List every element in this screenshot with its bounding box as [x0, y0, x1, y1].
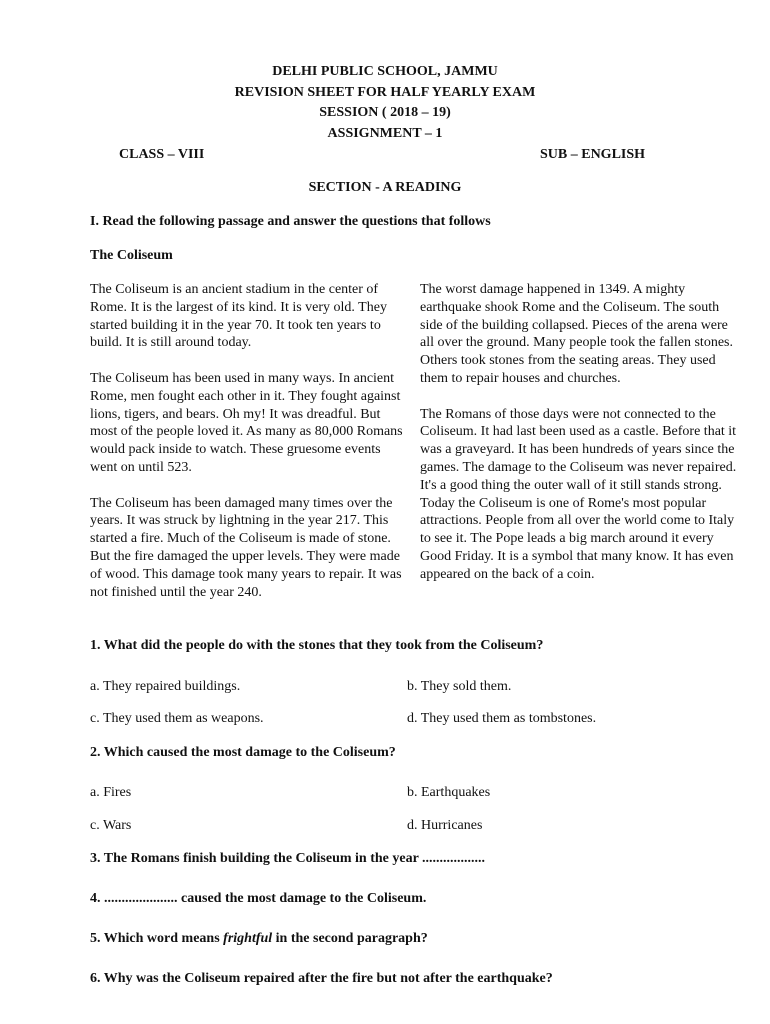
option-a: a. Fires	[90, 785, 132, 800]
section-heading: SECTION - A READING	[308, 180, 462, 195]
subject-label: SUB – ENGLISH	[540, 147, 646, 162]
question-3: 3. The Romans finish building the Coliseum in the year ..................	[90, 851, 486, 866]
option-b: b. They sold them.	[407, 679, 512, 694]
assignment-label: ASSIGNMENT – 1	[327, 126, 443, 141]
class-label: CLASS – VIII	[119, 147, 205, 162]
passage-paragraph: The worst damage happened in 1349. A mighty earthquake shook Rome and the Coliseum. The south side of the building collapsed. Pieces of the arena were all over the ground. Many people took the fallen stones. Others took stones from the seating areas. They used them to repair houses and churches.	[420, 282, 733, 386]
question-5-text-end: in the second paragraph?	[272, 931, 428, 946]
session-label: SESSION ( 2018 – 19)	[319, 105, 451, 120]
passage-paragraph: The Romans of those days were not connected to the Coliseum. It had last been used as a castle. Before that it was a graveyard. It has been hundreds of years since the games. The damage to the Coliseum was never repaired. It's a good thing the outer wall of it still stands strong. Today the Coliseum is one of Rome's most popular attractions. People from all over the world come to Italy to see it. The Pope leads a big march around it every Good Friday. It is a symbol that many know. It has even appeared on the back of a coin.	[420, 406, 737, 582]
option-d: d. Hurricanes	[407, 818, 483, 833]
passage-paragraph: The Coliseum is an ancient stadium in the center of Rome. It is the largest of its kind. It is very old. They started building it in the year 70. It took ten years to build. It is still around today.	[90, 282, 387, 351]
question-1: 1. What did the people do with the stones that they took from the Coliseum?	[90, 638, 544, 653]
passage-title: The Coliseum	[90, 248, 173, 263]
passage-right-column	[420, 281, 738, 601]
question-5-text: 5. Which word means	[90, 931, 224, 946]
question-4: 4. ..................... caused the most damage to the Coliseum.	[90, 891, 427, 906]
option-c: c. They used them as weapons.	[90, 711, 264, 726]
option-d: d. They used them as tombstones.	[407, 711, 597, 726]
passage-paragraph: The Coliseum has been used in many ways. In ancient Rome, men fought each other in it. They fought against lions, tigers, and bears. Oh my! It was dreadful. But most of the people loved it. As many as 80,000 Romans would pack inside to watch. These gruesome events went on until 523.	[90, 370, 403, 475]
question-2: 2. Which caused the most damage to the Coliseum?	[90, 745, 396, 760]
option-b: b. Earthquakes	[407, 785, 491, 800]
instruction: I. Read the following passage and answer the questions that follows	[90, 214, 491, 229]
sheet-title: REVISION SHEET FOR HALF YEARLY EXAM	[234, 85, 536, 100]
option-c: c. Wars	[90, 818, 132, 833]
question-5	[90, 931, 428, 947]
passage-paragraph: The Coliseum has been damaged many times over the years. It was struck by lightning in the year 217. This started a fire. Much of the Coliseum is made of stone. But the fire damaged the upper levels. They were made of wood. This damage took many years to repair. It was not finished until the year 240.	[90, 495, 402, 600]
option-a: a. They repaired buildings.	[90, 679, 241, 694]
school-name: DELHI PUBLIC SCHOOL, JAMMU	[272, 64, 498, 79]
question-6: 6. Why was the Coliseum repaired after the fire but not after the earthquake?	[90, 971, 553, 986]
question-5-keyword: frightful	[223, 931, 273, 946]
passage-left-column	[90, 281, 408, 619]
